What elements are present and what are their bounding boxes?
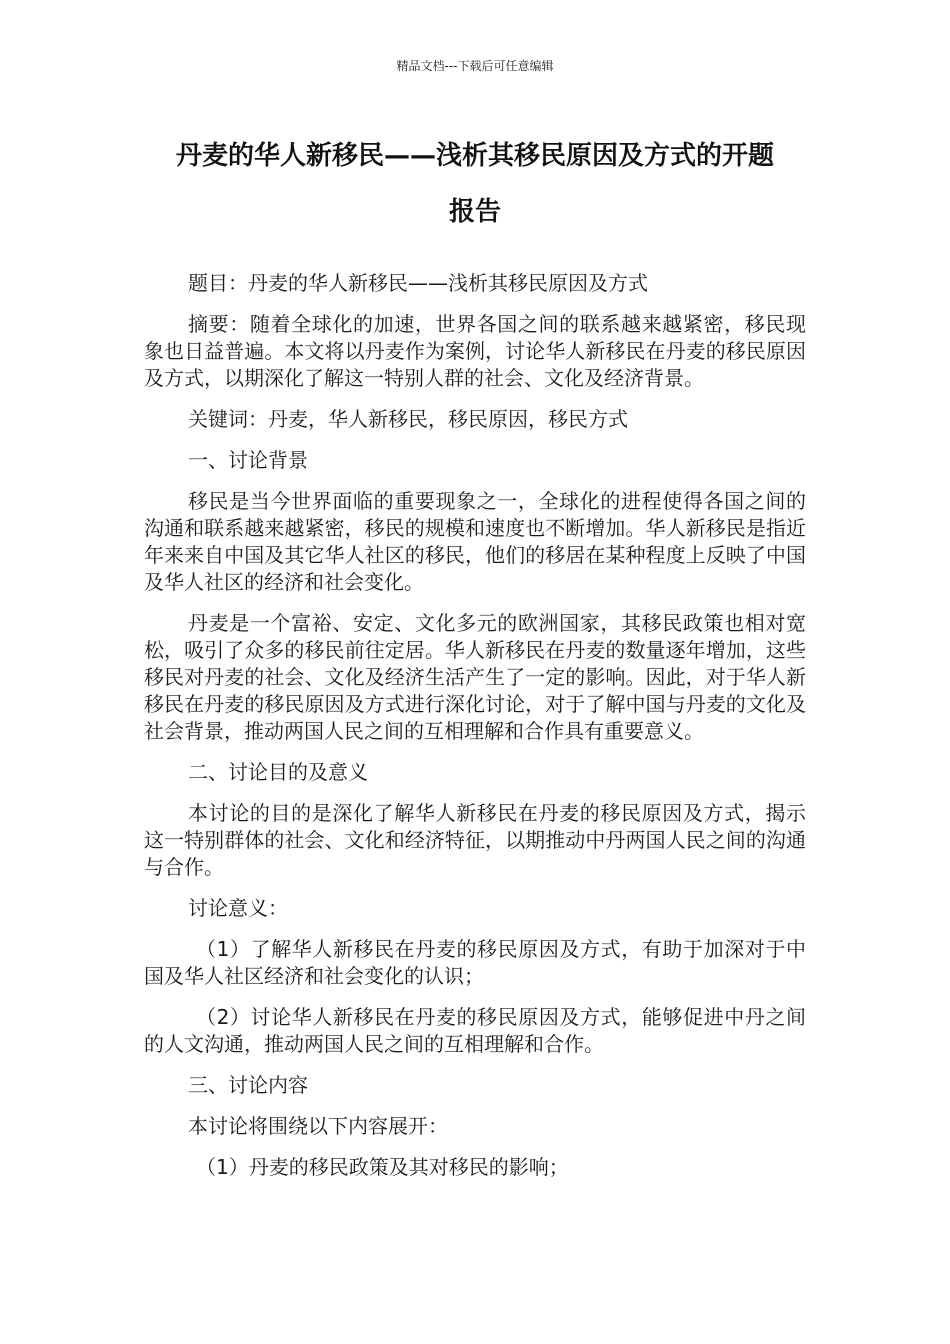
title-line-1: 丹麦的华人新移民——浅析其移民原因及方式的开题 [175,141,774,171]
content-intro: 本讨论将围绕以下内容展开： [188,1114,448,1138]
keywords-line: 关键词：丹麦，华人新移民，移民原因，移民方式 [188,407,628,431]
document-body [144,270,806,1195]
section-heading-purpose: 二、讨论目的及意义 [188,760,368,784]
title-line-2: 报告 [448,197,501,227]
content-item-1: （1）丹麦的移民政策及其对移民的影响； [196,1155,569,1179]
background-paragraph-1: 移民是当今世界面临的重要现象之一，全球化的进程使得各国之间的沟通和联系越来越紧密，移民的规模和速度也不断增加。华人新移民是指近年来来自中国及其它华人社区的移民，他们的移居在某种程度上反映了中国及华人社区的经济和社会变化。 [144,489,806,594]
abstract-paragraph: 摘要：随着全球化的加速，世界各国之间的联系越来越紧密，移民现象也日益普遍。本文将以丹麦作为案例，讨论华人新移民在丹麦的移民原因及方式，以期深化了解这一特别人群的社会、文化及经济背景。 [144,312,806,390]
background-paragraph-2: 丹麦是一个富裕、安定、文化多元的欧洲国家，其移民政策也相对宽松，吸引了众多的移民前往定居。华人新移民在丹麦的数量逐年增加，这些移民对丹麦的社会、文化及经济生活产生了一定的影响。因此，对于华人新移民在丹麦的移民原因及方式进行深化讨论，对于了解中国与丹麦的文化及社会背景，推动两国人民之间的互相理解和合作具有重要意义。 [144,611,806,743]
section-heading-background: 一、讨论背景 [188,448,308,472]
significance-item-1: （1）了解华人新移民在丹麦的移民原因及方式，有助于加深对于中国及华人社区经济和社会变化的认识； [144,937,806,988]
page-header: 精品文档---下载后可任意编辑 [396,59,554,73]
topic-line: 题目：丹麦的华人新移民——浅析其移民原因及方式 [188,271,648,295]
significance-item-2: （2）讨论华人新移民在丹麦的移民原因及方式，能够促进中丹之间的人文沟通，推动两国人民之间的互相理解和合作。 [144,1005,806,1056]
section-heading-content: 三、讨论内容 [188,1073,308,1097]
significance-label: 讨论意义： [188,896,288,920]
purpose-paragraph: 本讨论的目的是深化了解华人新移民在丹麦的移民原因及方式，揭示这一特别群体的社会、文化和经济特征，以期推动中丹两国人民之间的沟通与合作。 [144,801,806,879]
document-title [144,128,806,240]
